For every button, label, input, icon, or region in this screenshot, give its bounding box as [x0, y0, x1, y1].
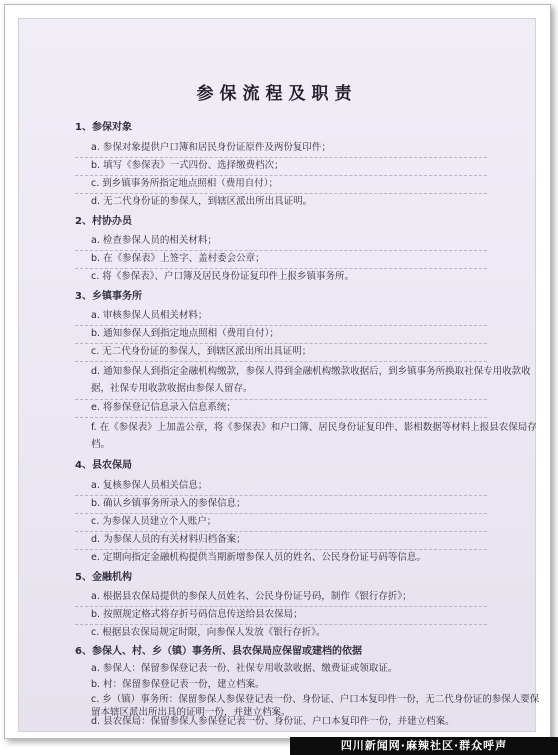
list-item: a. 检查参保人员的相关材料；: [91, 235, 217, 246]
list-item: d. 县农保局：保留参保人参保登记表一份、身份证、户口本复印件一份，并建立档案。: [91, 716, 455, 727]
divider: [75, 325, 487, 326]
section-heading: 5、金融机构: [75, 572, 132, 583]
list-item: b. 填写《参保表》一式四份、选择缴费档次；: [91, 160, 284, 171]
list-item: b. 在《参保表》上签字、盖村委会公章；: [91, 253, 265, 264]
list-item: a. 复核参保人员相关信息；: [91, 480, 208, 491]
divider: [75, 157, 487, 158]
section-heading: 6、参保人、村、乡（镇）事务所、县农保局应保留或建档的依据: [75, 646, 362, 657]
list-item: c. 将《参保表》、户口簿及居民身份证复印件上报乡镇事务所。: [91, 271, 355, 282]
list-item: b. 确认乡镇事务所录入的参保信息；: [91, 498, 246, 509]
list-item: d. 无二代身份证的参保人，到辖区派出所出具证明。: [91, 196, 313, 207]
divider: [75, 624, 487, 625]
list-item: f. 在《参保表》上加盖公章，将《参保表》和户口簿、居民身份证复印件、影相数据等材料上报县农保局存档。: [91, 422, 537, 450]
source-watermark: 四川新闻网·麻辣社区·群众呼声: [290, 737, 558, 755]
list-item: b. 村：保留参保登记表一份，建立档案。: [91, 679, 265, 690]
section-heading: 2、村协办员: [75, 216, 132, 227]
divider: [75, 268, 487, 269]
section-heading: 3、乡镇事务所: [75, 291, 142, 302]
list-item: e. 将参保登记信息录入信息系统；: [91, 402, 236, 413]
divider: [75, 399, 487, 400]
divider: [75, 513, 487, 514]
divider: [75, 250, 487, 251]
list-item: a. 根据县农保局提供的参保人员姓名、公民身份证号码，制作《银行存折》；: [91, 591, 412, 602]
list-item: d. 通知参保人到指定金融机构缴款，参保人得到金融机构缴款收据后，到乡镇事务所换取社保专用收款收据，社保专用收款收据由参保人留存。: [91, 366, 531, 394]
list-item: b. 按照规定格式将存折号码信息传送给县农保局；: [91, 609, 303, 620]
divider: [75, 606, 487, 607]
list-item: c. 到乡镇事务所指定地点照相（费用自付）；: [91, 178, 279, 189]
divider: [75, 549, 487, 550]
document-title: 参保流程及职责: [196, 84, 358, 104]
list-item: a. 参保人：保留参保登记表一份、社保专用收款收据、缴费证或领取证。: [91, 663, 398, 674]
section-heading: 4、县农保局: [75, 460, 132, 471]
list-item: e. 定期向指定金融机构提供当期新增参保人员的姓名、公民身份证号码等信息。: [91, 552, 426, 563]
list-item: c. 乡（镇）事务所：保留参保人参保登记表一份、身份证、户口本复印件一份，无二代身份证的参保人要保留本辖区派出所出具的证明一份，并建立档案。: [91, 694, 540, 718]
list-item: c. 无二代身份证的参保人，到辖区派出所出具证明；: [91, 346, 312, 357]
list-item: b. 通知参保人到指定地点照相（费用自付）；: [91, 328, 279, 339]
list-item: d. 为参保人员的有关材料归档备案；: [91, 534, 246, 545]
divider: [75, 193, 487, 194]
list-item: c. 根据县农保局规定时限，向参保人发放《银行存折》。: [91, 627, 326, 638]
document-page: [18, 18, 540, 732]
divider: [75, 417, 487, 418]
section-heading: 1、参保对象: [75, 122, 132, 133]
divider: [75, 343, 487, 344]
divider: [75, 495, 487, 496]
list-item: c. 为参保人员建立个人账户；: [91, 516, 217, 527]
list-item: a. 审核参保人员相关材料；: [91, 310, 208, 321]
divider: [75, 175, 487, 176]
divider: [75, 531, 487, 532]
list-item: a. 参保对象提供户口簿和居民身份证原件及两份复印件；: [91, 142, 331, 153]
divider: [75, 361, 487, 362]
